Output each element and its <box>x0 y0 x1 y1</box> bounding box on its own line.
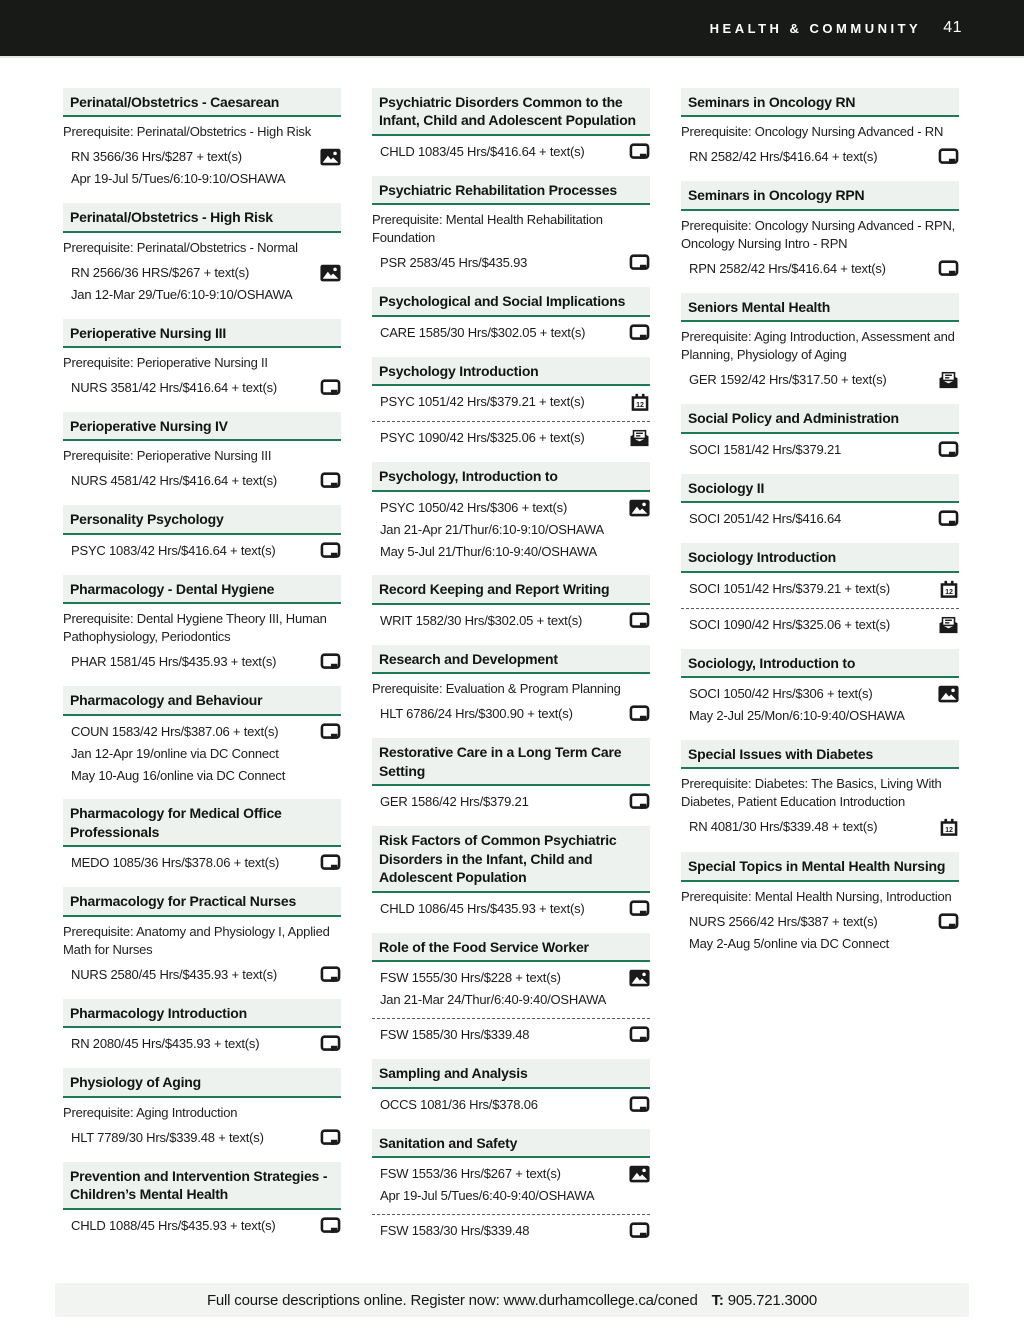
monitor-icon <box>629 612 650 630</box>
course-title: Perinatal/Obstetrics - Caesarean <box>63 88 341 117</box>
course-title: Perioperative Nursing IV <box>63 412 341 441</box>
course-card <box>372 645 650 723</box>
course-card <box>63 1162 341 1235</box>
offering-row <box>63 473 341 490</box>
course-card <box>63 1068 341 1146</box>
offering-row <box>372 1223 650 1240</box>
course-schedule: May 2-Jul 25/Mon/6:10-9:40/OSHAWA <box>689 707 905 723</box>
course-card <box>372 88 650 161</box>
course-code-price: RN 2566/36 HRS/$267 + text(s) <box>71 264 250 280</box>
course-title: Special Issues with Diabetes <box>681 740 959 769</box>
course-code-price: SOCI 2051/42 Hrs/$416.64 <box>689 511 842 527</box>
monitor-icon <box>629 254 650 272</box>
envelope-icon <box>629 429 650 447</box>
offering-row <box>63 380 341 397</box>
course-code-price: OCCS 1081/36 Hrs/$378.06 <box>380 1096 538 1112</box>
course-code-price: SOCI 1581/42 Hrs/$379.21 <box>689 441 842 457</box>
offering-row <box>681 261 959 278</box>
course-title: Personality Psychology <box>63 505 341 534</box>
offering-row <box>681 819 959 837</box>
monitor-icon <box>629 1026 650 1044</box>
course-schedule: May 10-Aug 16/online via DC Connect <box>71 767 286 783</box>
course-prerequisite: Prerequisite: Aging Introduction, Assessment and Planning, Physiology of Aging <box>681 329 955 363</box>
phone-label: T: <box>711 1291 724 1309</box>
offering-row <box>372 901 650 918</box>
course-title: Seminars in Oncology RPN <box>681 181 959 210</box>
course-code-price: GER 1592/42 Hrs/$317.50 + text(s) <box>689 372 887 388</box>
monitor-icon <box>629 1096 650 1114</box>
course-card <box>372 738 650 811</box>
course-title: Restorative Care in a Long Term Care Setting <box>372 738 650 786</box>
offering-row <box>681 686 959 703</box>
offering-row <box>372 325 650 342</box>
classroom-icon <box>320 148 341 166</box>
course-title: Sanitation and Safety <box>372 1129 650 1158</box>
offering-row <box>63 654 341 671</box>
offering-row <box>63 1130 341 1147</box>
course-code-price: CHLD 1088/45 Hrs/$435.93 + text(s) <box>71 1217 276 1233</box>
classroom-icon <box>320 264 341 282</box>
course-code-price: RN 4081/30 Hrs/$339.48 + text(s) <box>689 819 878 835</box>
course-code-price: SOCI 1051/42 Hrs/$379.21 + text(s) <box>689 580 890 596</box>
offering-row <box>372 794 650 811</box>
course-columns <box>63 88 961 1255</box>
course-card <box>681 852 959 952</box>
course-card <box>372 1059 650 1113</box>
course-card <box>681 740 959 837</box>
monitor-icon <box>629 1222 650 1240</box>
course-code-price: CARE 1585/30 Hrs/$302.05 + text(s) <box>380 324 586 340</box>
offering-row <box>681 511 959 528</box>
course-card <box>681 404 959 458</box>
course-code-price: GER 1586/42 Hrs/$379.21 <box>380 794 529 810</box>
course-title: Pharmacology Introduction <box>63 999 341 1028</box>
phone-number: 905.721.3000 <box>727 1291 818 1309</box>
course-schedule: Apr 19-Jul 5/Tues/6:10-9:10/OSHAWA <box>71 171 286 187</box>
page-footer <box>55 1283 969 1317</box>
course-prerequisite: Prerequisite: Perinatal/Obstetrics - Normal <box>63 239 298 255</box>
svg-text:12: 12 <box>636 401 644 410</box>
monitor-icon <box>320 542 341 560</box>
monitor-icon <box>320 379 341 397</box>
course-title: Psychiatric Disorders Common to the Infant, Child and Adolescent Population <box>372 88 650 136</box>
offering-row <box>372 255 650 272</box>
offering-divider <box>681 608 959 609</box>
course-schedule: Jan 21-Mar 24/Thur/6:40-9:40/OSHAWA <box>380 992 607 1008</box>
offering-row <box>63 149 341 166</box>
offering-row <box>63 1218 341 1235</box>
course-title: Research and Development <box>372 645 650 674</box>
course-card <box>372 357 650 447</box>
course-card <box>372 287 650 341</box>
monitor-icon <box>938 441 959 459</box>
course-card <box>372 933 650 1044</box>
offering-row <box>372 430 650 447</box>
monitor-icon <box>938 510 959 528</box>
course-title: Psychiatric Rehabilitation Processes <box>372 176 650 205</box>
course-title: Social Policy and Administration <box>681 404 959 433</box>
offering-row <box>63 967 341 984</box>
offering-row <box>372 1097 650 1114</box>
course-card <box>681 543 959 633</box>
offering-row <box>681 581 959 599</box>
course-prerequisite: Prerequisite: Anatomy and Physiology I, Applied Math for Nurses <box>63 923 330 957</box>
course-title: Sociology II <box>681 474 959 503</box>
classroom-icon <box>938 685 959 703</box>
course-code-price: SOCI 1090/42 Hrs/$325.06 + text(s) <box>689 616 890 632</box>
course-prerequisite: Prerequisite: Oncology Nursing Advanced - RN <box>681 124 944 140</box>
course-code-price: NURS 2580/45 Hrs/$435.93 + text(s) <box>71 966 277 982</box>
offering-row <box>681 914 959 931</box>
monitor-icon <box>938 913 959 931</box>
course-card <box>63 319 341 397</box>
offering-row <box>63 724 341 741</box>
course-code-price: WRIT 1582/30 Hrs/$302.05 + text(s) <box>380 612 583 628</box>
course-title: Perinatal/Obstetrics - High Risk <box>63 203 341 232</box>
course-code-price: NURS 4581/42 Hrs/$416.64 + text(s) <box>71 473 277 489</box>
offering-row <box>372 1027 650 1044</box>
course-code-price: PSR 2583/45 Hrs/$435.93 <box>380 255 528 271</box>
offering-row <box>681 149 959 166</box>
course-title: Seniors Mental Health <box>681 293 959 322</box>
course-card <box>681 88 959 166</box>
offering-divider <box>372 1018 650 1019</box>
course-title: Sampling and Analysis <box>372 1059 650 1088</box>
course-schedule: May 2-Aug 5/online via DC Connect <box>689 935 890 951</box>
offering-row <box>681 617 959 634</box>
offering-row <box>372 613 650 630</box>
monitor-icon <box>629 143 650 161</box>
course-code-price: NURS 2566/42 Hrs/$387 + text(s) <box>689 913 878 929</box>
course-code-price: RN 3566/36 Hrs/$287 + text(s) <box>71 149 242 165</box>
course-title: Physiology of Aging <box>63 1068 341 1097</box>
offering-row <box>372 706 650 723</box>
course-code-price: FSW 1555/30 Hrs/$228 + text(s) <box>380 970 561 986</box>
calendar-icon <box>939 580 959 599</box>
course-title: Psychological and Social Implications <box>372 287 650 316</box>
calendar-icon <box>939 818 959 837</box>
offering-row <box>372 970 650 987</box>
monitor-icon <box>320 854 341 872</box>
svg-text:12: 12 <box>945 826 953 835</box>
offering-row <box>372 500 650 517</box>
course-card <box>63 799 341 872</box>
course-card <box>63 505 341 559</box>
course-card <box>63 575 341 671</box>
course-code-price: NURS 3581/42 Hrs/$416.64 + text(s) <box>71 380 277 395</box>
course-title: Risk Factors of Common Psychiatric Disorders in the Infant, Child and Adolescent Population <box>372 826 650 892</box>
page-number: 41 <box>943 19 962 36</box>
course-card <box>681 293 959 389</box>
course-code-price: PSYC 1050/42 Hrs/$306 + text(s) <box>380 499 568 515</box>
course-title: Prevention and Intervention Strategies - Children’s Mental Health <box>63 1162 341 1210</box>
course-schedule: May 5-Jul 21/Thur/6:10-9:40/OSHAWA <box>380 543 597 559</box>
course-code-price: FSW 1553/36 Hrs/$267 + text(s) <box>380 1165 561 1181</box>
course-code-price: FSW 1583/30 Hrs/$339.48 <box>380 1222 530 1238</box>
course-prerequisite: Prerequisite: Evaluation & Program Planning <box>372 681 621 697</box>
course-title: Record Keeping and Report Writing <box>372 575 650 604</box>
course-prerequisite: Prerequisite: Perioperative Nursing II <box>63 355 268 371</box>
monitor-icon <box>320 1129 341 1147</box>
course-card <box>681 649 959 725</box>
offering-divider <box>372 421 650 422</box>
course-code-price: CHLD 1083/45 Hrs/$416.64 + text(s) <box>380 143 585 159</box>
course-title: Pharmacology and Behaviour <box>63 686 341 715</box>
course-title: Pharmacology for Medical Office Professionals <box>63 799 341 847</box>
offering-row <box>372 144 650 161</box>
course-schedule: Jan 21-Apr 21/Thur/6:10-9:10/OSHAWA <box>380 521 604 537</box>
course-prerequisite: Prerequisite: Perinatal/Obstetrics - High Risk <box>63 124 312 140</box>
course-code-price: RN 2080/45 Hrs/$435.93 + text(s) <box>71 1036 260 1052</box>
section-title: HEALTH & COMMUNITY <box>709 20 922 36</box>
monitor-icon <box>938 260 959 278</box>
monitor-icon <box>938 148 959 166</box>
offering-row <box>63 265 341 282</box>
course-prerequisite: Prerequisite: Diabetes: The Basics, Living With Diabetes, Patient Education Introduction <box>681 776 942 810</box>
course-prerequisite: Prerequisite: Mental Health Rehabilitation Foundation <box>372 212 603 246</box>
offering-row <box>63 855 341 872</box>
course-schedule: Jan 12-Mar 29/Tue/6:10-9:10/OSHAWA <box>71 286 293 302</box>
course-card <box>63 999 341 1053</box>
monitor-icon <box>320 1217 341 1235</box>
monitor-icon <box>320 723 341 741</box>
course-prerequisite: Prerequisite: Perioperative Nursing III <box>63 448 272 464</box>
course-card <box>372 575 650 629</box>
offering-row <box>372 1166 650 1183</box>
course-prerequisite: Prerequisite: Dental Hygiene Theory III, Human Pathophysiology, Periodontics <box>63 611 327 645</box>
course-title: Psychology Introduction <box>372 357 650 386</box>
course-card <box>372 462 650 560</box>
monitor-icon <box>629 900 650 918</box>
monitor-icon <box>320 1035 341 1053</box>
course-column-3 <box>681 88 959 1255</box>
envelope-icon <box>938 371 959 389</box>
offering-row <box>63 543 341 560</box>
course-code-price: MEDO 1085/36 Hrs/$378.06 + text(s) <box>71 855 280 871</box>
offering-row <box>681 372 959 389</box>
course-code-price: PSYC 1090/42 Hrs/$325.06 + text(s) <box>380 430 585 446</box>
envelope-icon <box>938 616 959 634</box>
offering-divider <box>372 1214 650 1215</box>
course-card <box>681 181 959 277</box>
course-prerequisite: Prerequisite: Oncology Nursing Advanced - RPN, Oncology Nursing Intro - RPN <box>681 217 956 251</box>
svg-text:12: 12 <box>945 587 953 596</box>
course-code-price: SOCI 1050/42 Hrs/$306 + text(s) <box>689 685 873 701</box>
course-code-price: PHAR 1581/45 Hrs/$435.93 + text(s) <box>71 654 277 670</box>
classroom-icon <box>629 499 650 517</box>
course-column-1 <box>63 88 341 1255</box>
course-code-price: CHLD 1086/45 Hrs/$435.93 + text(s) <box>380 900 585 916</box>
monitor-icon <box>320 653 341 671</box>
course-card <box>372 176 650 272</box>
course-code-price: COUN 1583/42 Hrs/$387.06 + text(s) <box>71 723 279 739</box>
course-title: Perioperative Nursing III <box>63 319 341 348</box>
course-code-price: RN 2582/42 Hrs/$416.64 + text(s) <box>689 149 878 165</box>
course-title: Role of the Food Service Worker <box>372 933 650 962</box>
course-card <box>372 826 650 917</box>
classroom-icon <box>629 969 650 987</box>
classroom-icon <box>629 1165 650 1183</box>
course-code-price: PSYC 1051/42 Hrs/$379.21 + text(s) <box>380 394 585 410</box>
calendar-icon <box>630 393 650 412</box>
course-card <box>372 1129 650 1240</box>
offering-row <box>63 1036 341 1053</box>
course-card <box>63 686 341 784</box>
course-card <box>63 203 341 303</box>
monitor-icon <box>629 324 650 342</box>
course-code-price: HLT 6786/24 Hrs/$300.90 + text(s) <box>380 706 573 722</box>
footer-text: Full course descriptions online. Register now: www.durhamcollege.ca/coned <box>206 1291 698 1309</box>
monitor-icon <box>629 705 650 723</box>
monitor-icon <box>629 793 650 811</box>
offering-row <box>681 442 959 459</box>
course-card <box>63 412 341 490</box>
course-card <box>63 887 341 983</box>
course-column-2 <box>372 88 650 1255</box>
course-prerequisite: Prerequisite: Aging Introduction <box>63 1104 238 1120</box>
page-header <box>0 0 1024 58</box>
course-code-price: FSW 1585/30 Hrs/$339.48 <box>380 1027 530 1043</box>
offering-row <box>372 394 650 412</box>
course-title: Sociology Introduction <box>681 543 959 572</box>
course-card <box>63 88 341 188</box>
course-title: Seminars in Oncology RN <box>681 88 959 117</box>
course-title: Special Topics in Mental Health Nursing <box>681 852 959 881</box>
course-card <box>681 474 959 528</box>
monitor-icon <box>320 472 341 490</box>
monitor-icon <box>320 966 341 984</box>
course-prerequisite: Prerequisite: Mental Health Nursing, Introduction <box>681 888 952 904</box>
course-code-price: RPN 2582/42 Hrs/$416.64 + text(s) <box>689 260 886 276</box>
course-schedule: Apr 19-Jul 5/Tues/6:40-9:40/OSHAWA <box>380 1187 595 1203</box>
course-title: Pharmacology - Dental Hygiene <box>63 575 341 604</box>
course-code-price: HLT 7789/30 Hrs/$339.48 + text(s) <box>71 1129 264 1145</box>
course-title: Pharmacology for Practical Nurses <box>63 887 341 916</box>
course-title: Sociology, Introduction to <box>681 649 959 678</box>
course-title: Psychology, Introduction to <box>372 462 650 491</box>
course-schedule: Jan 12-Apr 19/online via DC Connect <box>71 745 279 761</box>
course-code-price: PSYC 1083/42 Hrs/$416.64 + text(s) <box>71 542 276 558</box>
